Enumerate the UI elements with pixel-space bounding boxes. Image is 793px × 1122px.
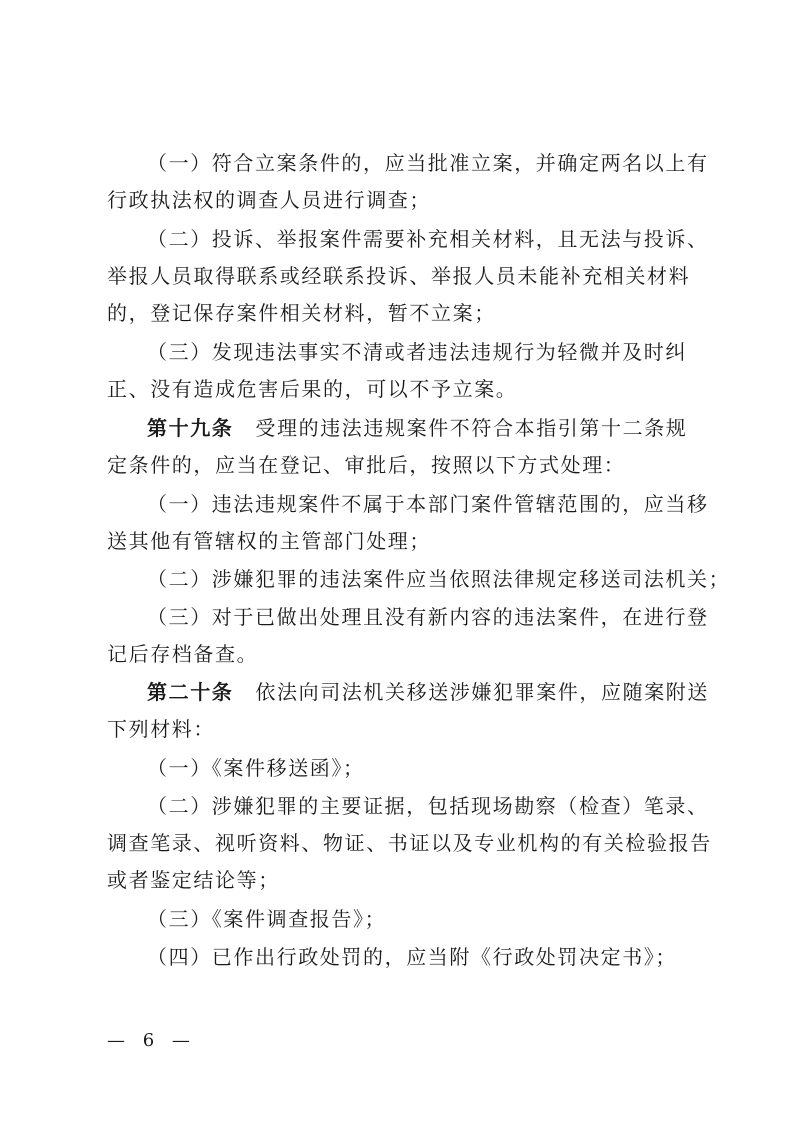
page-number: — 6 — xyxy=(107,1030,196,1051)
paragraph-line: （四）已作出行政处罚的，应当附《行政处罚决定书》； xyxy=(147,945,677,969)
paragraph-line: 或者鉴定结论等； xyxy=(107,868,280,892)
paragraph-text: 受理的违法违规案件不符合本指引第十二条规 xyxy=(255,416,688,440)
paragraph-text: 依法向司法机关移送涉嫌犯罪案件，应随案附送 xyxy=(255,680,710,704)
article-19-first-line xyxy=(147,410,707,446)
paragraph-line: 举报人员取得联系或经联系投诉、举报人员未能补充相关材料 xyxy=(107,264,691,288)
paragraph-line: 送其他有管辖权的主管部门处理； xyxy=(107,529,431,553)
article-19-heading: 第十九条 xyxy=(147,416,234,440)
paragraph-line: （一）违法违规案件不属于本部门案件管辖范围的，应当移 xyxy=(147,492,709,516)
paragraph-line: 调查笔录、视听资料、物证、书证以及专业机构的有关检验报告 xyxy=(107,831,712,855)
paragraph-line: 下列材料： xyxy=(107,717,215,741)
article-20-heading: 第二十条 xyxy=(147,680,234,704)
paragraph-line: 的，登记保存案件相关材料，暂不立案； xyxy=(107,301,496,325)
paragraph-line: 正、没有造成危害后果的，可以不予立案。 xyxy=(107,377,518,401)
paragraph-line: （三）发现违法事实不清或者违法违规行为轻微并及时纠 xyxy=(147,340,687,364)
paragraph-line: （二）涉嫌犯罪的违法案件应当依照法律规定移送司法机关； xyxy=(147,567,731,591)
paragraph-line: （二）涉嫌犯罪的主要证据，包括现场勘察（检查）笔录、 xyxy=(147,794,709,818)
paragraph-line: 记后存档备查。 xyxy=(107,642,259,666)
paragraph-line: （二）投诉、举报案件需要补充相关材料，且无法与投诉、 xyxy=(147,227,709,251)
paragraph-line: （三）对于已做出处理且没有新内容的违法案件，在进行登 xyxy=(147,605,709,629)
article-20-first-line xyxy=(147,674,710,710)
paragraph-line: （三）《案件调查报告》； xyxy=(147,907,387,931)
paragraph-line: 定条件的，应当在登记、审批后，按照以下方式处理： xyxy=(107,453,626,477)
paragraph-line: 行政执法权的调查人员进行调查； xyxy=(107,188,431,212)
paragraph-line: （一）符合立案条件的，应当批准立案，并确定两名以上有 xyxy=(147,151,709,175)
paragraph-line: （一）《案件移送函》； xyxy=(147,756,365,780)
